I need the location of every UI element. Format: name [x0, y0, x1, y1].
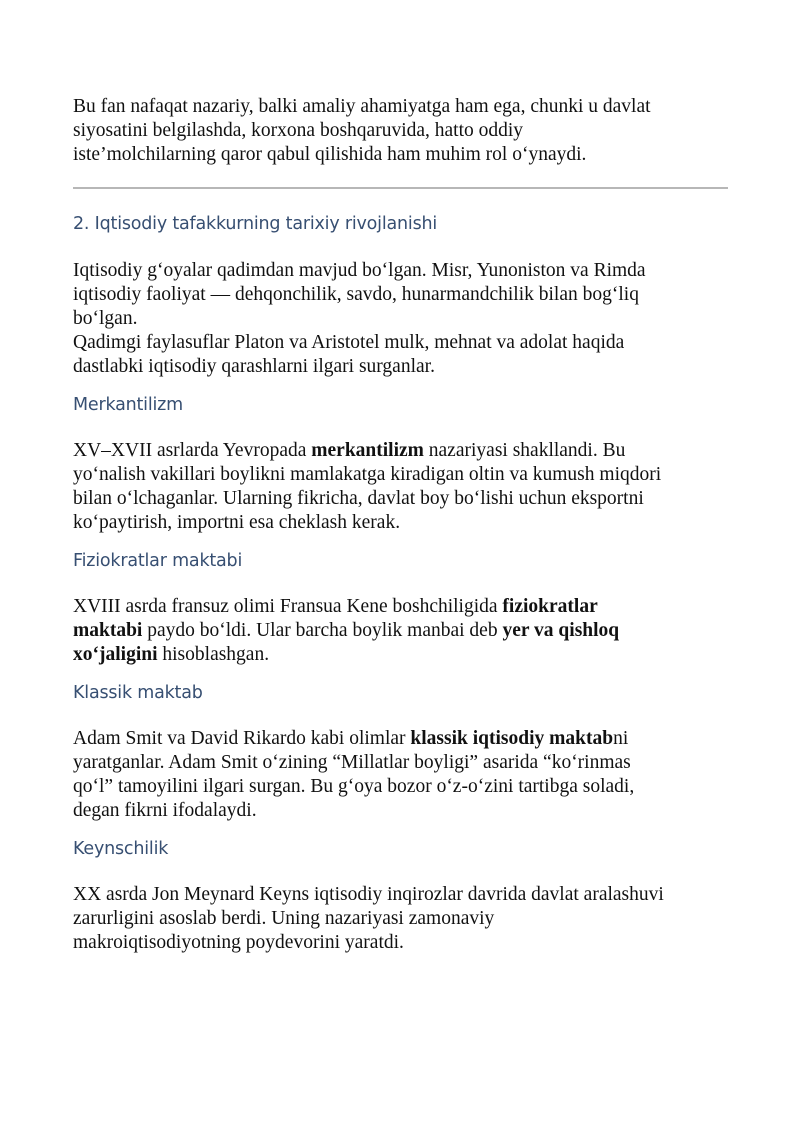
text-line: Adam Smit va David Rikardo kabi olimlar klassik iqtisodiy maktabni: [73, 728, 629, 749]
text-line: iste’molchilarning qaror qabul qilishida ham muhim rol o‘ynaydi.: [73, 144, 587, 165]
bold-term: fiziokratlar: [502, 596, 598, 617]
text-line: Iqtisodiy g‘oyalar qadimdan mavjud bo‘lgan. Misr, Yunoniston va Rimda: [73, 260, 646, 281]
bold-term: klassik iqtisodiy maktab: [410, 728, 614, 749]
section-heading: 2. Iqtisodiy tafakkurning tarixiy rivojlanishi: [73, 214, 438, 234]
subsection-heading-fiziokratlar: Fiziokratlar maktabi: [73, 551, 243, 571]
text-line: iqtisodiy faoliyat — dehqonchilik, savdo, hunarmandchilik bilan bog‘liq: [73, 284, 639, 305]
text-line: yaratganlar. Adam Smit o‘zining “Millatlar boyligi” asarida “ko‘rinmas: [73, 752, 631, 773]
merkantilizm-paragraph: [73, 439, 728, 535]
text-line: Qadimgi faylasuflar Platon va Aristotel mulk, mehnat va adolat haqida: [73, 332, 625, 353]
subsection-heading-klassik: Klassik maktab: [73, 683, 203, 703]
subsection-heading-merkantilizm: Merkantilizm: [73, 395, 183, 415]
bold-term: xo‘jaligini: [73, 644, 158, 665]
text-line: xo‘jaligini hisoblashgan.: [73, 644, 270, 665]
section-paragraph: [73, 259, 728, 379]
text-line: Bu fan nafaqat nazariy, balki amaliy ahamiyatga ham ega, chunki u davlat: [73, 96, 651, 117]
document-page: [73, 95, 728, 955]
text-line: XV–XVII asrlarda Yevropada merkantilizm nazariyasi shakllandi. Bu: [73, 440, 626, 461]
text-line: makroiqtisodiyotning poydevorini yaratdi.: [73, 932, 404, 953]
text-line: qo‘l” tamoyilini ilgari surgan. Bu g‘oya bozor o‘z-o‘zini tartibga soladi,: [73, 776, 635, 797]
klassik-paragraph: [73, 727, 728, 823]
horizontal-divider: [73, 187, 728, 189]
bold-term: merkantilizm: [311, 440, 424, 461]
text-line: dastlabki iqtisodiy qarashlarni ilgari surganlar.: [73, 356, 435, 377]
text-line: siyosatini belgilashda, korxona boshqaruvida, hatto oddiy: [73, 120, 524, 141]
bold-term: yer va qishloq: [502, 620, 620, 641]
text-line: ko‘paytirish, importni esa cheklash kerak.: [73, 512, 401, 533]
text-line: XVIII asrda fransuz olimi Fransua Kene boshchiligida fiziokratlar: [73, 596, 598, 617]
subsection-heading-keynschilik: Keynschilik: [73, 839, 169, 859]
text-line: bo‘lgan.: [73, 308, 138, 329]
keynschilik-paragraph: [73, 883, 728, 955]
text-line: maktabi paydo bo‘ldi. Ular barcha boylik manbai deb yer va qishloq: [73, 620, 620, 641]
text-line: bilan o‘lchaganlar. Ularning fikricha, davlat boy bo‘lishi uchun eksportni: [73, 488, 644, 509]
text-line: degan fikrni ifodalaydi.: [73, 800, 257, 821]
bold-term: maktabi: [73, 620, 143, 641]
intro-paragraph: [73, 95, 728, 167]
fiziokratlar-paragraph: [73, 595, 728, 667]
text-line: yo‘nalish vakillari boylikni mamlakatga kiradigan oltin va kumush miqdori: [73, 464, 662, 485]
text-line: zarurligini asoslab berdi. Uning nazariyasi zamonaviy: [73, 908, 495, 929]
text-line: XX asrda Jon Meynard Keyns iqtisodiy inqirozlar davrida davlat aralashuvi: [73, 884, 664, 905]
